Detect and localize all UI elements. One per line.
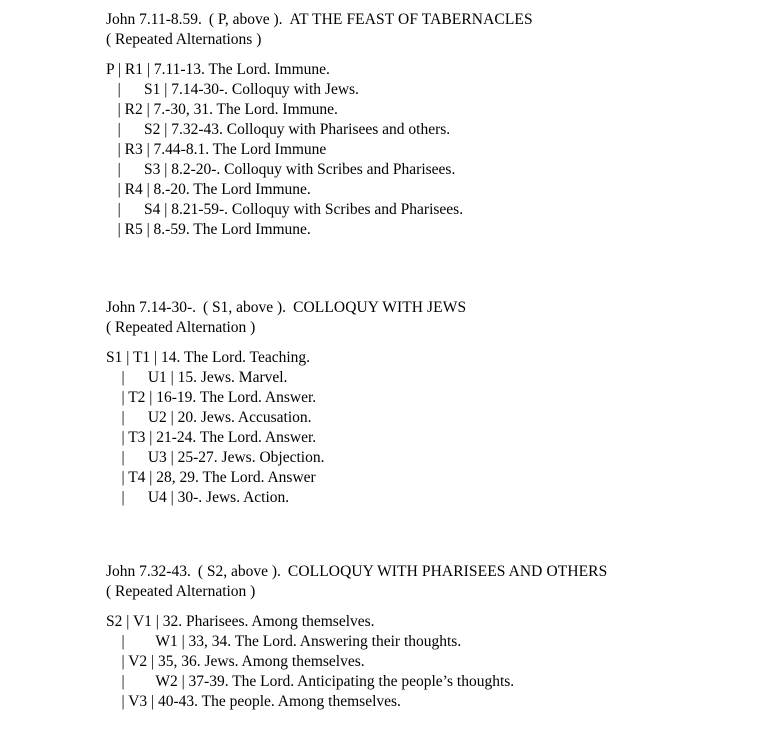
structure-row: | W1 | 33, 34. The Lord. Answering their thoughts. bbox=[106, 633, 462, 650]
heading-spacer-2 bbox=[286, 298, 293, 318]
structure-row: S2 | V1 | 32. Pharisees. Among themselves. bbox=[106, 613, 375, 630]
structure-row: | R3 | 7.44-8.1. The Lord Immune bbox=[106, 141, 327, 158]
structure-row: | U2 | 20. Jews. Accusation. bbox=[106, 409, 312, 426]
structure-row: | U1 | 15. Jews. Marvel. bbox=[106, 369, 288, 386]
structure-row: | V3 | 40-43. The people. Among themselves. bbox=[106, 693, 401, 710]
structure-row: | U4 | 30-. Jews. Action. bbox=[106, 489, 290, 506]
structure-section bbox=[106, 298, 466, 508]
heading-spacer-2 bbox=[283, 10, 290, 30]
structure-row: | R2 | 7.-30, 31. The Lord. Immune. bbox=[106, 101, 338, 118]
section-marker: ( S1, above ). bbox=[202, 299, 287, 316]
section-title: COLLOQUY WITH JEWS bbox=[293, 299, 467, 316]
structure-row: | S1 | 7.14-30-. Colloquy with Jews. bbox=[106, 81, 359, 98]
structure-row: P | R1 | 7.11-13. The Lord. Immune. bbox=[106, 61, 330, 78]
section-heading bbox=[106, 10, 533, 30]
heading-spacer bbox=[202, 10, 209, 30]
structure-section bbox=[106, 10, 533, 240]
section-heading bbox=[106, 298, 466, 318]
structure-row: S1 | T1 | 14. The Lord. Teaching. bbox=[106, 349, 311, 366]
structure-row: | T4 | 28, 29. The Lord. Answer bbox=[106, 469, 316, 486]
structure-row: | S3 | 8.2-20-. Colloquy with Scribes and Pharisees. bbox=[106, 161, 456, 178]
structure-row: | U3 | 25-27. Jews. Objection. bbox=[106, 449, 325, 466]
section-marker: ( S2, above ). bbox=[197, 563, 281, 580]
section-reference: John 7.14-30-. bbox=[106, 299, 196, 316]
structure-section bbox=[106, 562, 607, 712]
heading-spacer bbox=[191, 562, 198, 582]
section-reference: John 7.11-8.59. bbox=[106, 11, 202, 28]
structure-row: | R5 | 8.-59. The Lord Immune. bbox=[106, 221, 311, 238]
heading-spacer bbox=[196, 298, 203, 318]
section-subtitle: ( Repeated Alternations ) bbox=[106, 31, 262, 48]
alternation-structure bbox=[106, 60, 533, 240]
structure-row: | T2 | 16-19. The Lord. Answer. bbox=[106, 389, 317, 406]
structure-row: | V2 | 35, 36. Jews. Among themselves. bbox=[106, 653, 365, 670]
alternation-structure bbox=[106, 612, 607, 712]
structure-row: | S4 | 8.21-59-. Colloquy with Scribes and Pharisees. bbox=[106, 201, 464, 218]
section-heading bbox=[106, 562, 607, 582]
structure-row: | T3 | 21-24. The Lord. Answer. bbox=[106, 429, 317, 446]
structure-row: | R4 | 8.-20. The Lord Immune. bbox=[106, 181, 311, 198]
alternation-structure bbox=[106, 348, 466, 508]
section-title: COLLOQUY WITH PHARISEES AND OTHERS bbox=[287, 563, 608, 580]
structure-row: | S2 | 7.32-43. Colloquy with Pharisees and others. bbox=[106, 121, 451, 138]
section-subtitle: ( Repeated Alternation ) bbox=[106, 583, 256, 600]
section-subtitle: ( Repeated Alternation ) bbox=[106, 319, 256, 336]
section-marker: ( P, above ). bbox=[208, 11, 283, 28]
structure-row: | W2 | 37-39. The Lord. Anticipating the people’s thoughts. bbox=[106, 673, 515, 690]
section-reference: John 7.32-43. bbox=[106, 563, 191, 580]
section-title: AT THE FEAST OF TABERNACLES bbox=[289, 11, 533, 28]
heading-spacer-2 bbox=[281, 562, 288, 582]
